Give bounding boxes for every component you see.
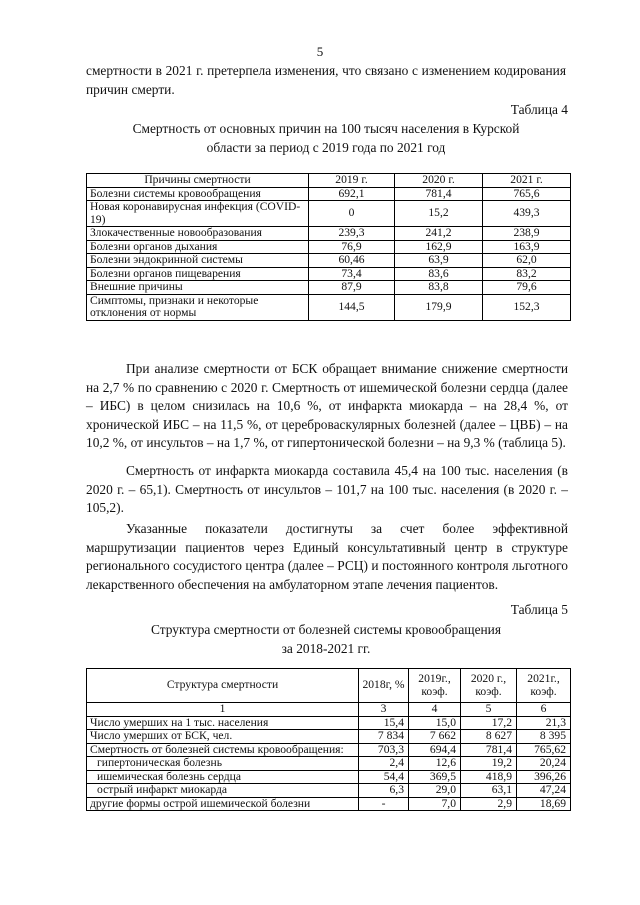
table-cell: 17,2 xyxy=(461,716,517,730)
table-cell: 4 xyxy=(409,703,461,717)
table-row xyxy=(87,757,571,771)
table4-label: Таблица 4 xyxy=(510,102,568,117)
table5-header-structure: Структура смертности xyxy=(87,669,359,703)
table-row xyxy=(87,730,571,744)
table-cell: 8 395 xyxy=(517,730,571,744)
table-cell: 781,4 xyxy=(395,187,483,201)
table-cell: 73,4 xyxy=(309,267,395,281)
table-row xyxy=(87,201,571,227)
table-cell: 241,2 xyxy=(395,227,483,241)
table-cell: 15,4 xyxy=(359,716,409,730)
table-cell: 12,6 xyxy=(409,757,461,771)
table-cell: 694,4 xyxy=(409,743,461,757)
table-cell: 162,9 xyxy=(395,240,483,254)
table4-header-cause: Причины смертности xyxy=(87,174,309,188)
table-cell: 1 xyxy=(87,703,359,717)
table-row xyxy=(87,254,571,268)
table-cell: 179,9 xyxy=(395,294,483,320)
intro-paragraph: смертности в 2021 г. претерпела изменения, что связано с изменением кодирования причин смерти. xyxy=(86,63,566,97)
table-cell: 6,3 xyxy=(359,784,409,798)
table-cell: Злокачественные новообразования xyxy=(87,227,309,241)
table-cell: Болезни органов дыхания xyxy=(87,240,309,254)
table5-title-line1: Структура смертности от болезней системы кровообращения xyxy=(150,622,502,637)
table4-header-2020: 2020 г. xyxy=(395,174,483,188)
table5-label: Таблица 5 xyxy=(510,602,568,617)
table-row xyxy=(87,267,571,281)
page-number: 5 xyxy=(316,44,324,59)
table-cell: Новая коронавирусная инфекция (COVID-19) xyxy=(87,201,309,227)
table-cell: 765,6 xyxy=(483,187,571,201)
table-row xyxy=(87,784,571,798)
table-row xyxy=(87,770,571,784)
table-cell: 76,9 xyxy=(309,240,395,254)
table-cell: - xyxy=(359,797,409,811)
table-cell: Болезни системы кровообращения xyxy=(87,187,309,201)
table-cell: 396,26 xyxy=(517,770,571,784)
table-cell: Смертность от болезней системы кровообращения: xyxy=(87,743,359,757)
table-cell: ишемическая болезнь сердца xyxy=(87,770,359,784)
table-row xyxy=(87,187,571,201)
table-cell: 703,3 xyxy=(359,743,409,757)
table-cell: 47,24 xyxy=(517,784,571,798)
table4-title-line2: области за период с 2019 года по 2021 год xyxy=(206,139,446,155)
table-cell: Внешние причины xyxy=(87,281,309,295)
table5-title-line2: за 2018-2021 гг. xyxy=(281,640,371,656)
table-cell: 83,2 xyxy=(483,267,571,281)
table-row xyxy=(87,716,571,730)
table5-header-row xyxy=(87,669,571,703)
table-cell: 369,5 xyxy=(409,770,461,784)
table-cell: 83,6 xyxy=(395,267,483,281)
table4-title-line1: Смертность от основных причин на 100 тысяч населения в Курской xyxy=(132,121,520,136)
paragraph-1: При анализе смертности от БСК обращает внимание снижение смертности на 2,7 % по сравнению с 2020 г. Смертность от ишемической болезни сердца (далее – ИБС) в целом снизилась на 10,6 %, от инфаркта миокарда – на 28,4 %, от хронической ИБС – на 11,5 %, от цереброваскулярных болезней (далее – ЦВБ) – на 10,2 %, от инсультов – на 1,7 %, от гипертонической болезни – на 9,3 % (таблица 5). xyxy=(86,361,568,451)
table-cell: 60,46 xyxy=(309,254,395,268)
table-cell: 83,8 xyxy=(395,281,483,295)
table-cell: 3 xyxy=(359,703,409,717)
table-cell: 0 xyxy=(309,201,395,227)
table-cell: 18,69 xyxy=(517,797,571,811)
table-cell: 62,0 xyxy=(483,254,571,268)
table5 xyxy=(86,668,571,811)
table-cell: другие формы острой ишемической болезни xyxy=(87,797,359,811)
table-cell: 163,9 xyxy=(483,240,571,254)
table4-title xyxy=(86,120,566,157)
table5-header-2019: 2019г., коэф. xyxy=(409,669,461,703)
table-cell: 63,9 xyxy=(395,254,483,268)
table-cell: 87,9 xyxy=(309,281,395,295)
table-cell: Болезни органов пищеварения xyxy=(87,267,309,281)
table-cell: 7 834 xyxy=(359,730,409,744)
table-cell: 781,4 xyxy=(461,743,517,757)
table-cell: 152,3 xyxy=(483,294,571,320)
table-cell: 144,5 xyxy=(309,294,395,320)
table5-title xyxy=(86,621,566,658)
table-cell: 439,3 xyxy=(483,201,571,227)
table-cell: 2,4 xyxy=(359,757,409,771)
table5-colnum-row xyxy=(87,703,571,717)
paragraph-2: Смертность от инфаркта миокарда составила 45,4 на 100 тыс. населения (в 2020 г. – 65,1). Смертность от инсультов – 101,7 на 100 тыс. населения (в 2020 г. – 105,2). xyxy=(86,463,568,516)
table-cell: 6 xyxy=(517,703,571,717)
table-cell: 54,4 xyxy=(359,770,409,784)
table-cell: 418,9 xyxy=(461,770,517,784)
table-cell: 20,24 xyxy=(517,757,571,771)
table-cell: 19,2 xyxy=(461,757,517,771)
table-cell: 239,3 xyxy=(309,227,395,241)
table-cell: Число умерших от БСК, чел. xyxy=(87,730,359,744)
table-cell: 7,0 xyxy=(409,797,461,811)
table-cell: гипертоническая болезнь xyxy=(87,757,359,771)
table-cell: 5 xyxy=(461,703,517,717)
table4 xyxy=(86,173,571,321)
table-cell: 2,9 xyxy=(461,797,517,811)
paragraph-3: Указанные показатели достигнуты за счет более эффективной маршрутизации пациентов через Единый консультативный центр в структуре регионального сосудистого центра (далее – РСЦ) и постоянного контроля льготного лекарственного обеспечения на амбулаторном этапе лечения пациентов. xyxy=(86,521,568,592)
table-cell: острый инфаркт миокарда xyxy=(87,784,359,798)
table5-header-2018: 2018г, % xyxy=(359,669,409,703)
table-cell: 15,0 xyxy=(409,716,461,730)
table-cell: 238,9 xyxy=(483,227,571,241)
table-cell: 63,1 xyxy=(461,784,517,798)
table-cell: 8 627 xyxy=(461,730,517,744)
table-cell: 15,2 xyxy=(395,201,483,227)
table-cell: 29,0 xyxy=(409,784,461,798)
table-cell: 765,62 xyxy=(517,743,571,757)
table-cell: 692,1 xyxy=(309,187,395,201)
table-row xyxy=(87,240,571,254)
table-row xyxy=(87,743,571,757)
table-row xyxy=(87,227,571,241)
table-row xyxy=(87,797,571,811)
table-cell: Болезни эндокринной системы xyxy=(87,254,309,268)
table5-header-2020: 2020 г., коэф. xyxy=(461,669,517,703)
table4-header-row xyxy=(87,174,571,188)
table-cell: 7 662 xyxy=(409,730,461,744)
table-cell: 21,3 xyxy=(517,716,571,730)
table-cell: 79,6 xyxy=(483,281,571,295)
table5-header-2021: 2021г., коэф. xyxy=(517,669,571,703)
table-row xyxy=(87,294,571,320)
table-cell: Симптомы, признаки и некоторые отклонения от нормы xyxy=(87,294,309,320)
table-cell: Число умерших на 1 тыс. населения xyxy=(87,716,359,730)
table-row xyxy=(87,281,571,295)
table4-header-2021: 2021 г. xyxy=(483,174,571,188)
table4-header-2019: 2019 г. xyxy=(309,174,395,188)
